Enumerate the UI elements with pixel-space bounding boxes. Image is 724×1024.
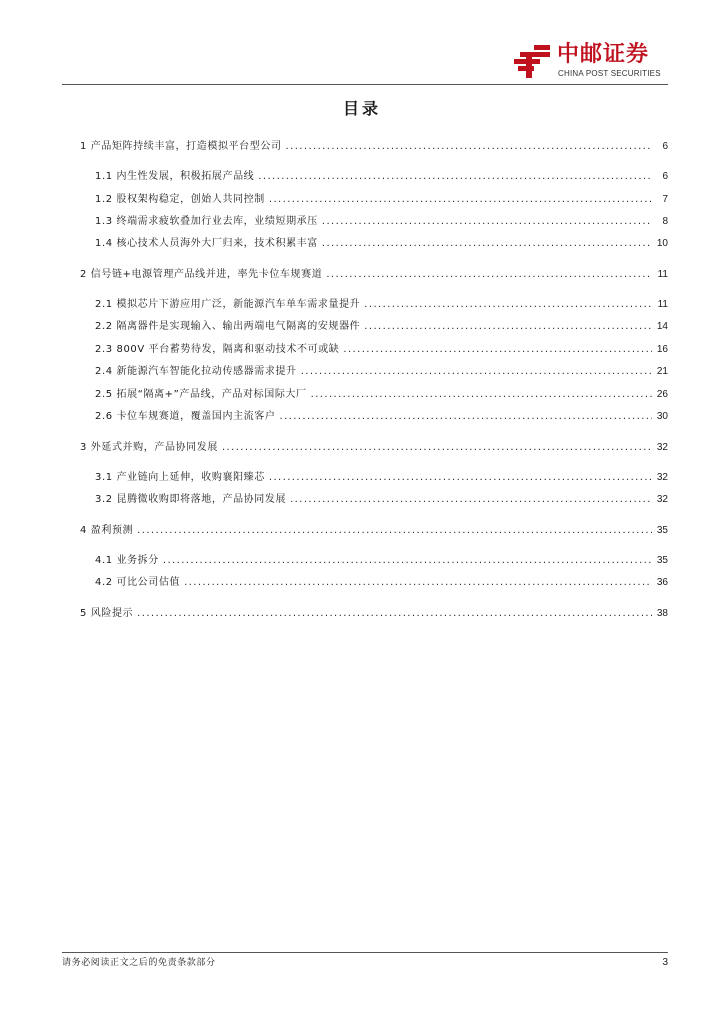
toc-entry-text: 3.1 产业链向上延伸，收购襄阳臻芯 (95, 472, 265, 483)
toc-entry-text: 4.2 可比公司估值 (95, 577, 181, 588)
toc-entry-text: 4.1 业务拆分 (95, 555, 159, 566)
toc-entry-page: 32 (656, 442, 668, 453)
toc-entry-text: 2.3 800V 平台蓄势待发，隔离和驱动技术不可或缺 (95, 344, 340, 355)
toc-entry-4-1[interactable] (95, 553, 668, 569)
page-header (0, 0, 724, 86)
toc-leader (279, 409, 652, 425)
toc-entry-page: 32 (656, 494, 668, 505)
toc-entry-text: 1 产品矩阵持续丰富，打造模拟平台型公司 (80, 141, 282, 152)
toc-entry-page: 8 (662, 216, 668, 227)
toc-entry-text: 2.4 新能源汽车智能化拉动传感器需求提升 (95, 366, 297, 377)
toc-entry-text: 2.1 模拟芯片下游应用广泛，新能源汽车单车需求量提升 (95, 299, 361, 310)
toc-leader (163, 553, 652, 569)
toc-entry-page: 30 (656, 411, 668, 422)
toc-entry-text: 1.2 股权架构稳定，创始人共同控制 (95, 194, 265, 205)
toc-entry-2[interactable] (80, 267, 668, 283)
toc-leader (290, 492, 652, 508)
toc-entry-page: 38 (656, 608, 668, 619)
toc-leader (137, 606, 652, 622)
toc-leader (322, 214, 652, 230)
toc-entry-page: 26 (656, 389, 668, 400)
toc-entry-page: 21 (656, 366, 668, 377)
toc-entry-text: 3 外延式并购，产品协同发展 (80, 442, 218, 453)
toc-entry-page: 7 (662, 194, 668, 205)
toc-leader (364, 319, 652, 335)
toc-entry-3[interactable] (80, 440, 668, 456)
toc-entry-5[interactable] (80, 606, 668, 622)
page-number: 3 (662, 957, 668, 968)
toc-entry-2-6[interactable] (95, 409, 668, 425)
toc-entry-page: 6 (662, 171, 668, 182)
toc-entry-text: 2 信号链+电源管理产品线并进，率先卡位车规赛道 (80, 269, 323, 280)
brand-name-en: CHINA POST SECURITIES (558, 69, 661, 78)
toc-entry-3-1[interactable] (95, 470, 668, 486)
toc-entry-text: 1.4 核心技术人员海外大厂归来，技术积累丰富 (95, 238, 318, 249)
toc-entry-1-2[interactable] (95, 192, 668, 208)
toc-entry-page: 32 (656, 472, 668, 483)
toc-entry-2-4[interactable] (95, 364, 668, 380)
toc-leader (258, 169, 652, 185)
toc-leader (322, 236, 652, 252)
toc-entry-text: 3.2 昆腾微收购即将落地，产品协同发展 (95, 494, 287, 505)
toc-entry-page: 36 (656, 577, 668, 588)
toc-entry-text: 5 风险提示 (80, 608, 134, 619)
toc-entry-1-4[interactable] (95, 236, 668, 252)
toc-entry-page: 10 (656, 238, 668, 249)
toc-entry-4[interactable] (80, 523, 668, 539)
toc-leader (269, 192, 652, 208)
toc-leader (343, 342, 652, 358)
toc-leader (137, 523, 652, 539)
toc-leader (184, 575, 652, 591)
toc-leader (269, 470, 652, 486)
toc-entry-text: 1.3 终端需求疲软叠加行业去库，业绩短期承压 (95, 216, 318, 227)
toc-entry-2-2[interactable] (95, 319, 668, 335)
toc-entry-4-2[interactable] (95, 575, 668, 591)
toc-entry-page: 35 (656, 525, 668, 536)
toc-entry-2-3[interactable] (95, 342, 668, 358)
toc-entry-page: 14 (656, 321, 668, 332)
header-divider (62, 84, 668, 85)
toc-entry-text: 2.2 隔离器件是实现输入、输出两端电气隔离的安规器件 (95, 321, 361, 332)
toc-entry-1[interactable] (80, 139, 668, 155)
toc-entry-page: 35 (656, 555, 668, 566)
toc-entry-page: 11 (657, 269, 668, 280)
brand-name-cn: 中邮证券 (557, 42, 650, 67)
footer-divider (62, 952, 668, 953)
toc-entry-text: 1.1 内生性发展，积极拓展产品线 (95, 171, 255, 182)
toc-title: 目录 (342, 99, 381, 118)
toc-leader (326, 267, 652, 283)
toc-leader (364, 297, 652, 313)
toc-entry-1-1[interactable] (95, 169, 668, 185)
toc-leader (311, 387, 652, 403)
toc-entry-page: 6 (662, 141, 668, 152)
toc-leader (286, 139, 652, 155)
toc-entry-text: 4 盈利预测 (80, 525, 134, 536)
disclaimer-note: 请务必阅读正文之后的免责条款部分 (62, 958, 216, 968)
china-post-logo-icon (514, 44, 554, 80)
toc-leader (222, 440, 652, 456)
toc-entry-page: 16 (656, 344, 668, 355)
toc-entry-text: 2.5 拓展“隔离+”产品线，产品对标国际大厂 (95, 389, 307, 400)
toc-leader (301, 364, 652, 380)
toc-entry-3-2[interactable] (95, 492, 668, 508)
toc-entry-2-1[interactable] (95, 297, 668, 313)
toc-entry-page: 11 (657, 299, 668, 310)
toc-entry-2-5[interactable] (95, 387, 668, 403)
toc-entry-1-3[interactable] (95, 214, 668, 230)
toc-entry-text: 2.6 卡位车规赛道，覆盖国内主流客户 (95, 411, 276, 422)
